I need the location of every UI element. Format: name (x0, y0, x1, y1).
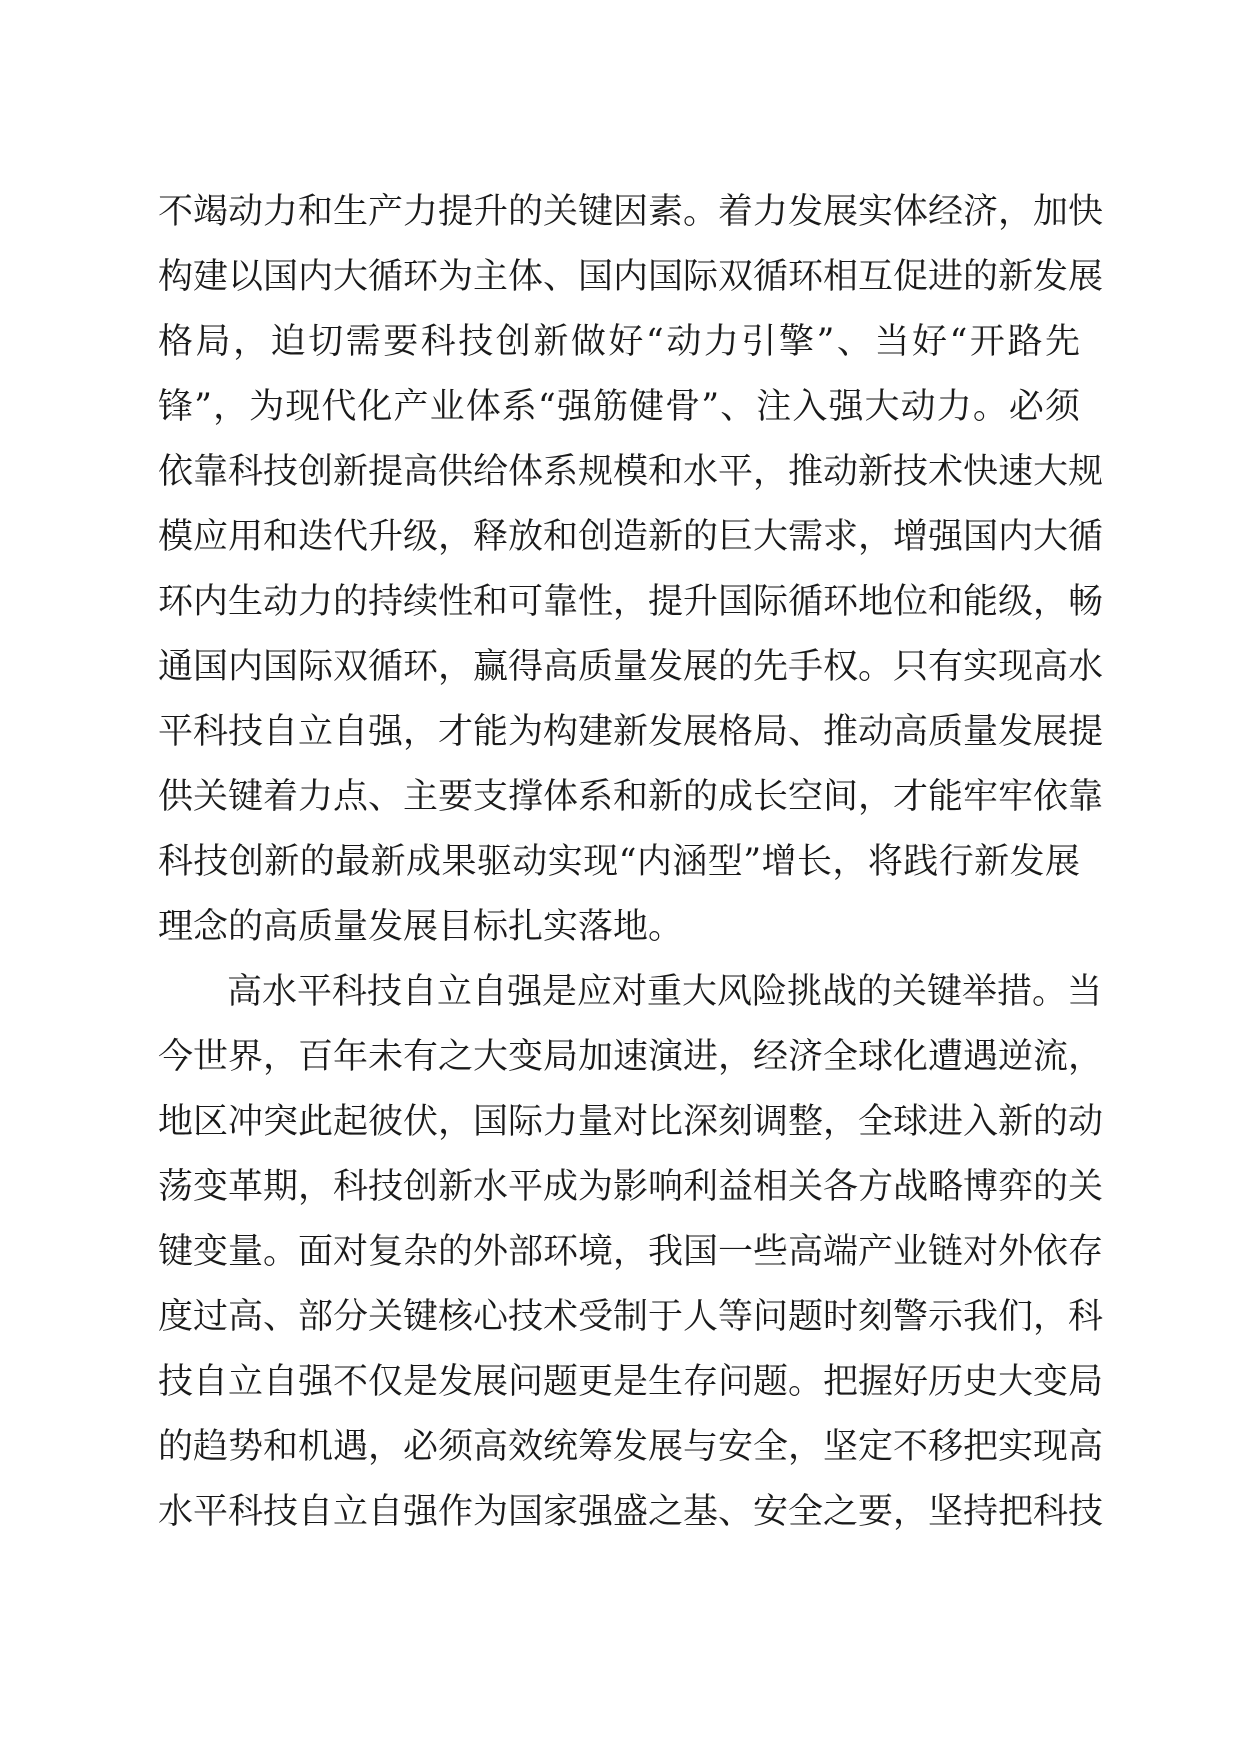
text-line: 地区冲突此起彼伏，国际力量对比深刻调整，全球进入新的动 (158, 1102, 1104, 1142)
body-text (158, 188, 1104, 1553)
text-line: 荡变革期，科技创新水平成为影响利益相关各方战略博弈的关 (158, 1167, 1104, 1207)
text-line: 的趋势和机遇，必须高效统筹发展与安全，坚定不移把实现高 (158, 1427, 1104, 1467)
text-line: 理念的高质量发展目标扎实落地。 (158, 907, 684, 947)
text-line: 高水平科技自立自强是应对重大风险挑战的关键举措。当 (227, 972, 1103, 1012)
paragraph-2 (158, 968, 1104, 1553)
text-line: 不竭动力和生产力提升的关键因素。着力发展实体经济，加快 (158, 192, 1104, 232)
text-line: 键变量。面对复杂的外部环境，我国一些高端产业链对外依存 (158, 1232, 1104, 1272)
text-line: 度过高、部分关键核心技术受制于人等问题时刻警示我们，科 (158, 1297, 1104, 1337)
text-line: 格局，迫切需要科技创新做好“动力引擎”、当好“开路先 (158, 322, 1080, 362)
text-line: 锋”，为现代化产业体系“强筋健骨”、注入强大动力。必须 (158, 387, 1080, 427)
text-line: 技自立自强不仅是发展问题更是生存问题。把握好历史大变局 (158, 1362, 1104, 1402)
text-line: 供关键着力点、主要支撑体系和新的成长空间，才能牢牢依靠 (158, 777, 1104, 817)
text-line: 依靠科技创新提高供给体系规模和水平，推动新技术快速大规 (158, 452, 1104, 492)
text-line: 通国内国际双循环，赢得高质量发展的先手权。只有实现高水 (158, 647, 1104, 687)
text-line: 模应用和迭代升级，释放和创造新的巨大需求，增强国内大循 (158, 517, 1104, 557)
text-line: 环内生动力的持续性和可靠性，提升国际循环地位和能级，畅 (158, 582, 1104, 622)
paragraph-1 (158, 188, 1104, 968)
text-line: 构建以国内大循环为主体、国内国际双循环相互促进的新发展 (158, 257, 1104, 297)
text-line: 今世界，百年未有之大变局加速演进，经济全球化遭遇逆流， (158, 1037, 1104, 1077)
text-line: 平科技自立自强，才能为构建新发展格局、推动高质量发展提 (158, 712, 1104, 752)
text-line: 水平科技自立自强作为国家强盛之基、安全之要，坚持把科技 (158, 1492, 1104, 1532)
text-line: 科技创新的最新成果驱动实现“内涵型”增长，将践行新发展 (158, 842, 1080, 882)
